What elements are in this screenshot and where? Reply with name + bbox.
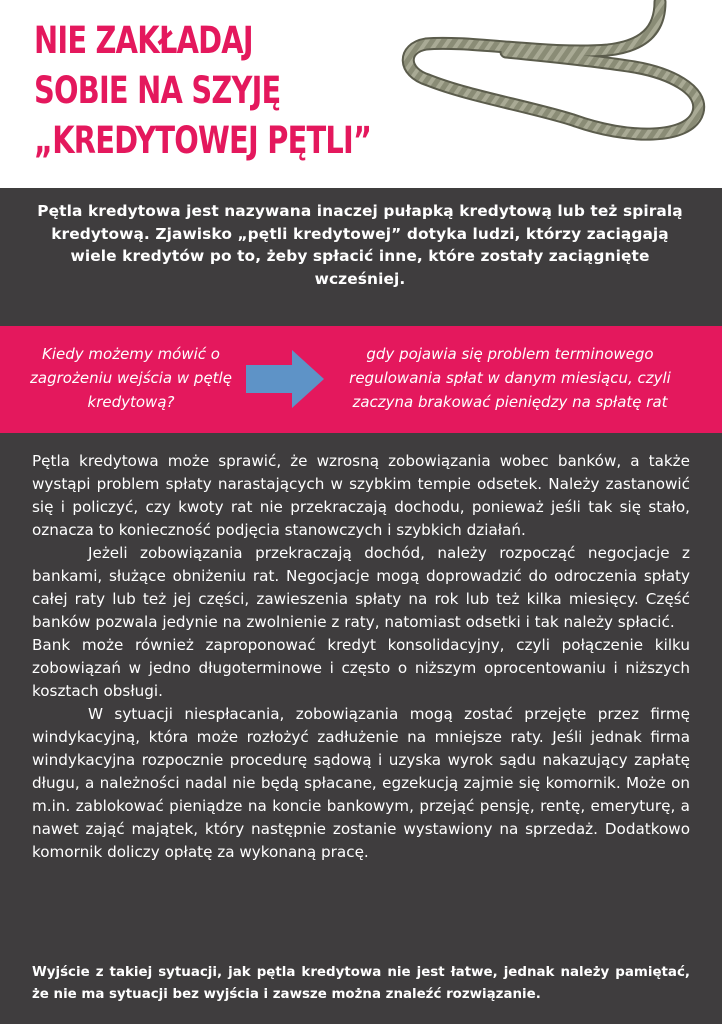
article-body xyxy=(32,450,690,864)
body-paragraph-1: Pętla kredytowa może sprawić, że wzrosną zobowiązania wobec banków, a także wystąpi problem spłaty narastających w szybkim tempie odsetek. Należy zastanowić się i policzyć, czy kwoty rat nie przekraczają dochodu, ponieważ jeśli tak się stało, oznacza to konieczność podjęcia stanowczych i szybkich działań. xyxy=(32,452,690,539)
right-arrow-icon xyxy=(246,350,324,408)
body-paragraph-3: Bank może również zaproponować kredyt konsolidacyjny, czyli połączenie kilku zobowiązań w jedno długoterminowe i często o niższym oprocentowaniu i niższych kosztach obsługi. xyxy=(32,636,690,700)
title-line-3: „KREDYTOWEJ PĘTLI” xyxy=(34,119,372,162)
body-paragraph-2: Jeżeli zobowiązania przekraczają dochód, należy rozpocząć negocjacje z bankami, służące obniżeniu rat. Negocjacje mogą doprowadzić do odroczenia spłaty całej raty lub też jej części, zawieszenia spłaty na rok lub też kilka miesięcy. Część banków pozwala jedynie na zwolnienie z raty, natomiast odsetki i tak należy spłacić. xyxy=(32,544,690,631)
answer-text: gdy pojawia się problem terminowego regulowania spłat w danym miesiącu, czyli zaczyna brakować pieniędzy na spłatę rat xyxy=(349,345,671,411)
question-text: Kiedy możemy mówić o zagrożeniu wejścia w pętlę kredytową? xyxy=(30,345,232,411)
title-line-2: SOBIE NA SZYJĘ xyxy=(34,69,281,112)
header xyxy=(0,0,722,188)
title-line-1: NIE ZAKŁADAJ xyxy=(34,19,253,62)
body-paragraph-4: W sytuacji niespłacania, zobowiązania mogą zostać przejęte przez firmę windykacyjną, która może rozłożyć zadłużenie na mniejsze raty. Jeśli jednak firma windykacyjna rozpocznie procedurę sądową i uzyska wyrok sądu nakazujący zapłatę długu, a należności nadal nie będą spłacane, egzekucją zajmie się komornik. Może on m.in. zablokować pieniądze na koncie bankowym, przejąć pensję, rentę, emeryturę, a nawet zająć majątek, który następnie zostanie wystawiony na sprzedaż. Dodatkowo komornik doliczy opłatę za wykonaną pracę. xyxy=(32,705,690,861)
rope-noose-image xyxy=(398,0,716,162)
page-title xyxy=(34,16,371,166)
closing-text: Wyjście z takiej sytuacji, jak pętla kredytowa nie jest łatwe, jednak należy pamiętać, że nie ma sytuacji bez wyjścia i zawsze można znaleźć rozwiązanie. xyxy=(32,965,690,1002)
intro-text: Pętla kredytowa jest nazywana inaczej pułapką kredytową lub też spiralą kredytową. Zjawisko „pętli kredytowej” dotyka ludzi, którzy zaciągają wiele kredytów po to, żeby spłacić inne, które zostały zaciągnięte wcześniej. xyxy=(37,202,683,288)
